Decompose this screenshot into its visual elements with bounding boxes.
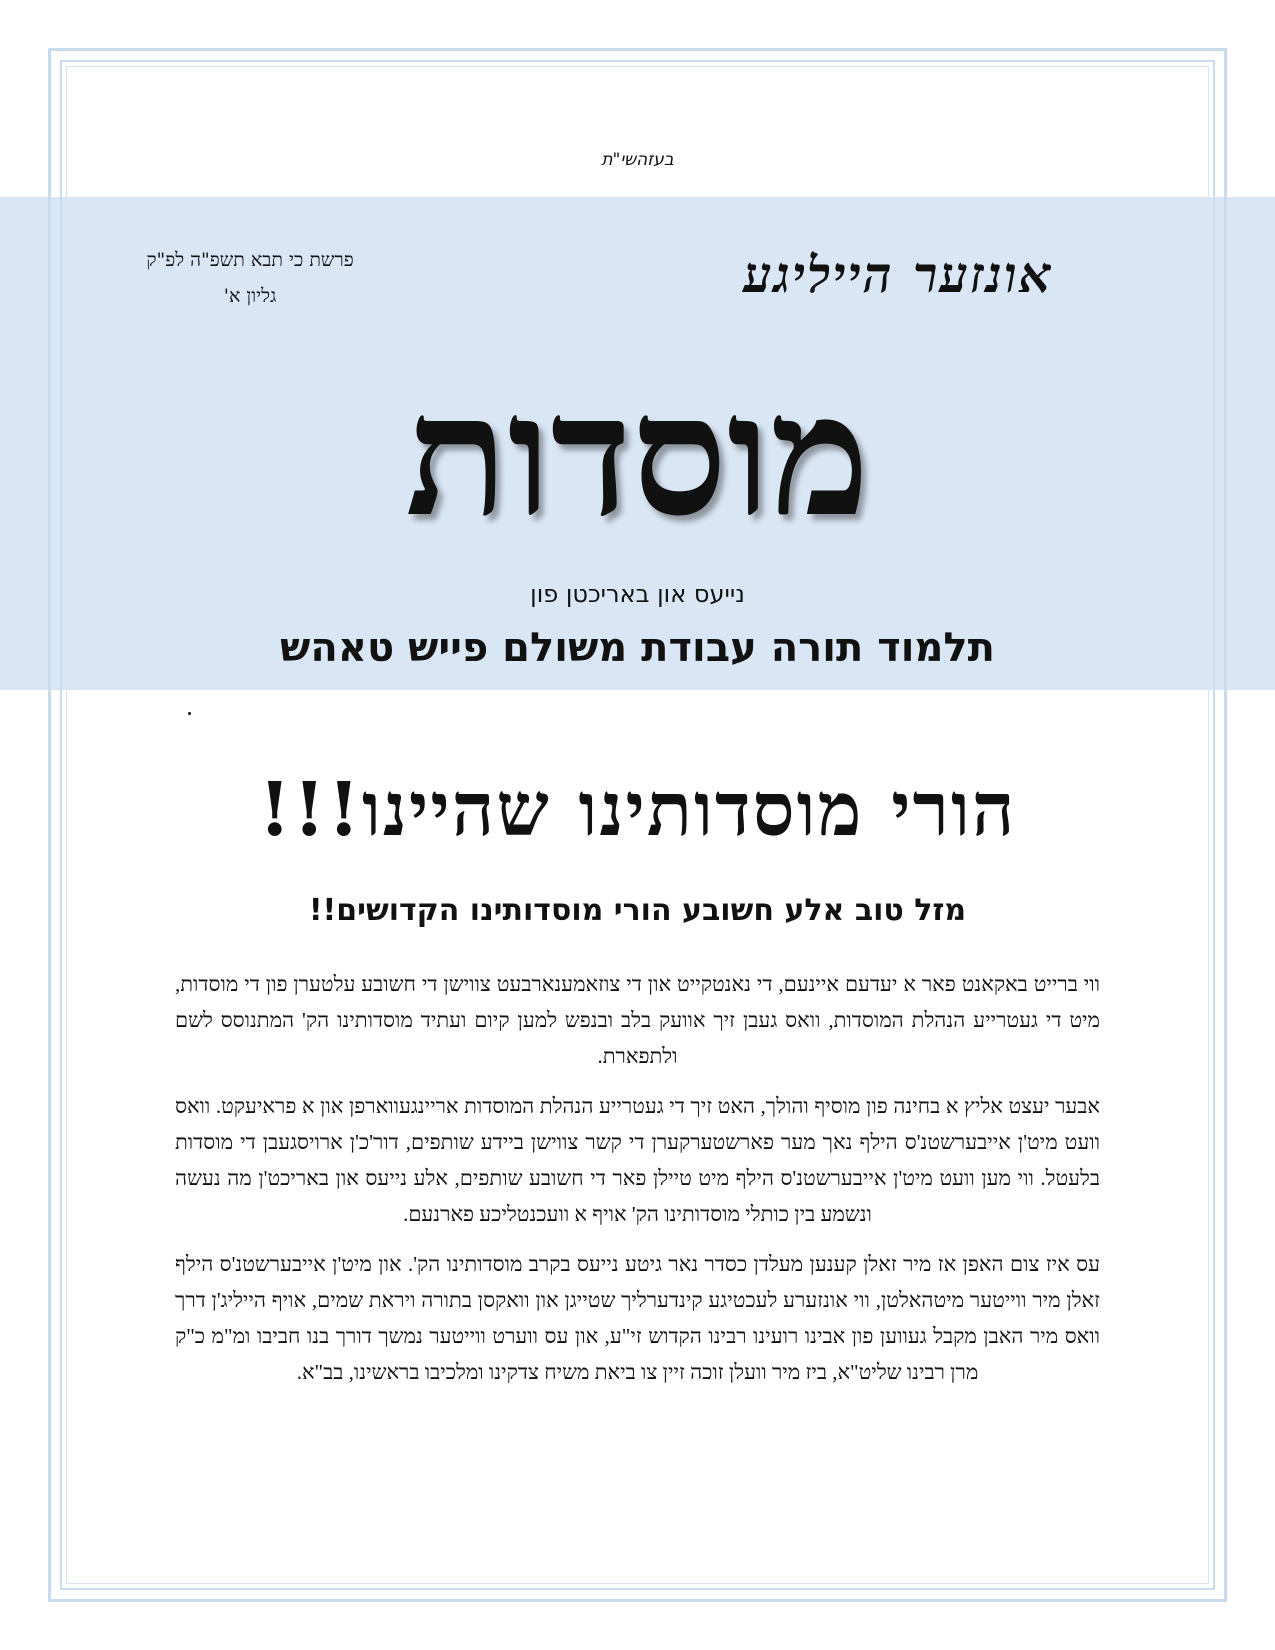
masthead-title: מוסדות [405, 356, 870, 554]
paragraph: עס איז צום האפן אז מיר זאלן קענען מעלדן כסדר נאר גיטע נייעס בקרב מוסדותינו הק'. און מיט'ן אייבערשטנ'ס הילף זאלן מיר ווייטער מיטהאלטן, ווי אונזערע לעכטיגע קינדערליך שטייגן און וואקסן בתורה ויראת שמים, אויף הייליג'ן דרך וואס מיר האבן מקבל געווען פון אבינו רועינו רבינו הקדוש זי"ע, און עס ווערט ווייטער נמשך דורך בנו חביבו ומ"מ כ"ק מרן רבינו שליט"א, ביז מיר וועלן זוכה זיין צו ביאת משיח צדקינו ומלכיבו בראשינו, בב"א. [175, 1252, 1100, 1384]
mazal-tov-heading: מזל טוב אלע חשובע הורי מוסדותינו הקדושים!! [308, 893, 967, 928]
paragraph: ווי ברייט באקאנט פאר א יעדעם איינעם, די נאנטקייט און די צוזאמענארבעט צווישן די חשובע עלטערן פון די מוסדות, מיט די געטרייע הנהלת המוסדות, וואס געבן זיך אוועק בלב ובנפש למען קיום ועתיד מוסדותינו הק' המתנוסס לשם ולתפארת. [175, 972, 1100, 1068]
issue-number: גליון א' [223, 285, 277, 307]
headline: הורי מוסדותינו שהיינו!!! [258, 767, 1017, 853]
paragraph: אבער יעצט אליץ א בחינה פון מוסיף והולך, האט זיך די געטרייע הנהלת המוסדות אריינגעווארפן און א פראיעקט. וואס וועט מיט'ן אייבערשטנ'ס הילף נאך מער פארשטערקערן די קשר צווישן ביידע שותפים, דור'כ'ן ארויסגעבן די מוסדות בלעטל. ווי מען וועט מיט'ן אייבערשטנ'ס הילף מיט טיילן פאר די חשובע שותפים, אלע נייעס און באריכט'ן מה נעשה ונשמע בין כותלי מוסדותינו הק' אויף א וועכנטליכע פארנעם. [175, 1094, 1100, 1226]
issue-info [110, 242, 390, 314]
dot-mark [188, 712, 191, 715]
article-body [175, 966, 1100, 1404]
top-mark: בעזהשי"ת [601, 150, 674, 170]
masthead-subtitle: נייעס און באריכטן פון [530, 580, 745, 608]
institution-name: תלמוד תורה עבודת משולם פייש טאהש [280, 625, 995, 671]
parsha-line: פרשת כי תבא תשפ"ה לפ"ק [146, 249, 354, 271]
brand-title: אונזער הייליגע [743, 245, 1053, 304]
